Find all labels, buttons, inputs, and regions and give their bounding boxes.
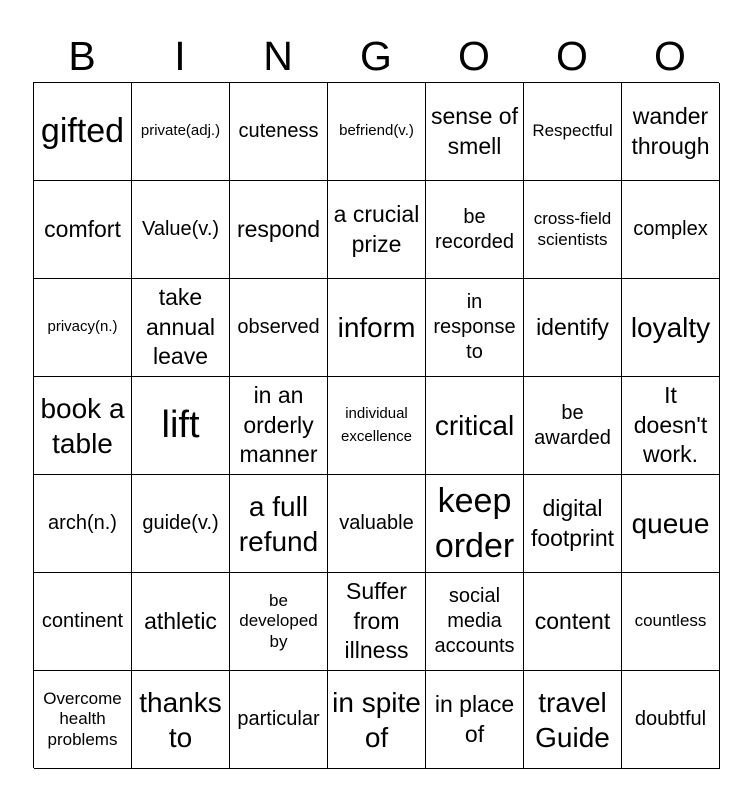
bingo-cell[interactable]: cross-field scientists — [524, 181, 622, 279]
bingo-cell[interactable]: wander through — [622, 83, 720, 181]
bingo-cell[interactable]: thanks to — [132, 671, 230, 769]
bingo-cell[interactable]: social media accounts — [426, 573, 524, 671]
header-letter-b: B — [68, 32, 96, 79]
bingo-cell[interactable]: observed — [230, 279, 328, 377]
header-letter-o2: O — [556, 32, 588, 79]
bingo-cell[interactable]: Overcome health problems — [34, 671, 132, 769]
bingo-cell[interactable]: befriend(v.) — [328, 83, 426, 181]
header-letter-o1: O — [458, 32, 490, 79]
bingo-cell[interactable]: keep order — [426, 475, 524, 573]
bingo-cell[interactable]: cuteness — [230, 83, 328, 181]
header-letter-g: G — [360, 32, 392, 79]
bingo-cell[interactable]: in spite of — [328, 671, 426, 769]
bingo-cell[interactable]: athletic — [132, 573, 230, 671]
bingo-cell[interactable]: inform — [328, 279, 426, 377]
bingo-cell[interactable]: complex — [622, 181, 720, 279]
bingo-cell[interactable]: queue — [622, 475, 720, 573]
bingo-cell[interactable]: countless — [622, 573, 720, 671]
bingo-cell[interactable]: individual excellence — [328, 377, 426, 475]
bingo-cell[interactable]: be awarded — [524, 377, 622, 475]
bingo-cell[interactable]: private(adj.) — [132, 83, 230, 181]
bingo-cell[interactable]: be developed by — [230, 573, 328, 671]
bingo-cell[interactable]: comfort — [34, 181, 132, 279]
bingo-cell[interactable]: Suffer from illness — [328, 573, 426, 671]
bingo-cell[interactable]: valuable — [328, 475, 426, 573]
bingo-cell[interactable]: a full refund — [230, 475, 328, 573]
bingo-cell[interactable]: respond — [230, 181, 328, 279]
bingo-cell[interactable]: continent — [34, 573, 132, 671]
bingo-cell[interactable]: book a table — [34, 377, 132, 475]
bingo-cell[interactable]: in an orderly manner — [230, 377, 328, 475]
bingo-cell[interactable]: Respectful — [524, 83, 622, 181]
bingo-cell[interactable]: sense of smell — [426, 83, 524, 181]
bingo-cell[interactable]: critical — [426, 377, 524, 475]
bingo-cell[interactable]: be recorded — [426, 181, 524, 279]
bingo-cell[interactable]: a crucial prize — [328, 181, 426, 279]
bingo-cell[interactable]: guide(v.) — [132, 475, 230, 573]
bingo-cell[interactable]: take annual leave — [132, 279, 230, 377]
bingo-cell[interactable]: privacy(n.) — [34, 279, 132, 377]
bingo-cell[interactable]: digital footprint — [524, 475, 622, 573]
bingo-header — [33, 30, 719, 82]
bingo-cell[interactable]: loyalty — [622, 279, 720, 377]
bingo-cell[interactable]: gifted — [34, 83, 132, 181]
bingo-cell[interactable]: in place of — [426, 671, 524, 769]
header-letter-n: N — [263, 32, 293, 79]
bingo-board — [33, 82, 719, 768]
bingo-cell[interactable]: It doesn't work. — [622, 377, 720, 475]
bingo-cell[interactable]: travel Guide — [524, 671, 622, 769]
bingo-cell[interactable]: Value(v.) — [132, 181, 230, 279]
bingo-cell[interactable]: lift — [132, 377, 230, 475]
bingo-cell[interactable]: in response to — [426, 279, 524, 377]
bingo-cell[interactable]: doubtful — [622, 671, 720, 769]
bingo-cell[interactable]: identify — [524, 279, 622, 377]
header-letter-i: I — [174, 32, 186, 79]
header-letter-o3: O — [654, 32, 686, 79]
bingo-cell[interactable]: content — [524, 573, 622, 671]
bingo-cell[interactable]: arch(n.) — [34, 475, 132, 573]
bingo-cell[interactable]: particular — [230, 671, 328, 769]
